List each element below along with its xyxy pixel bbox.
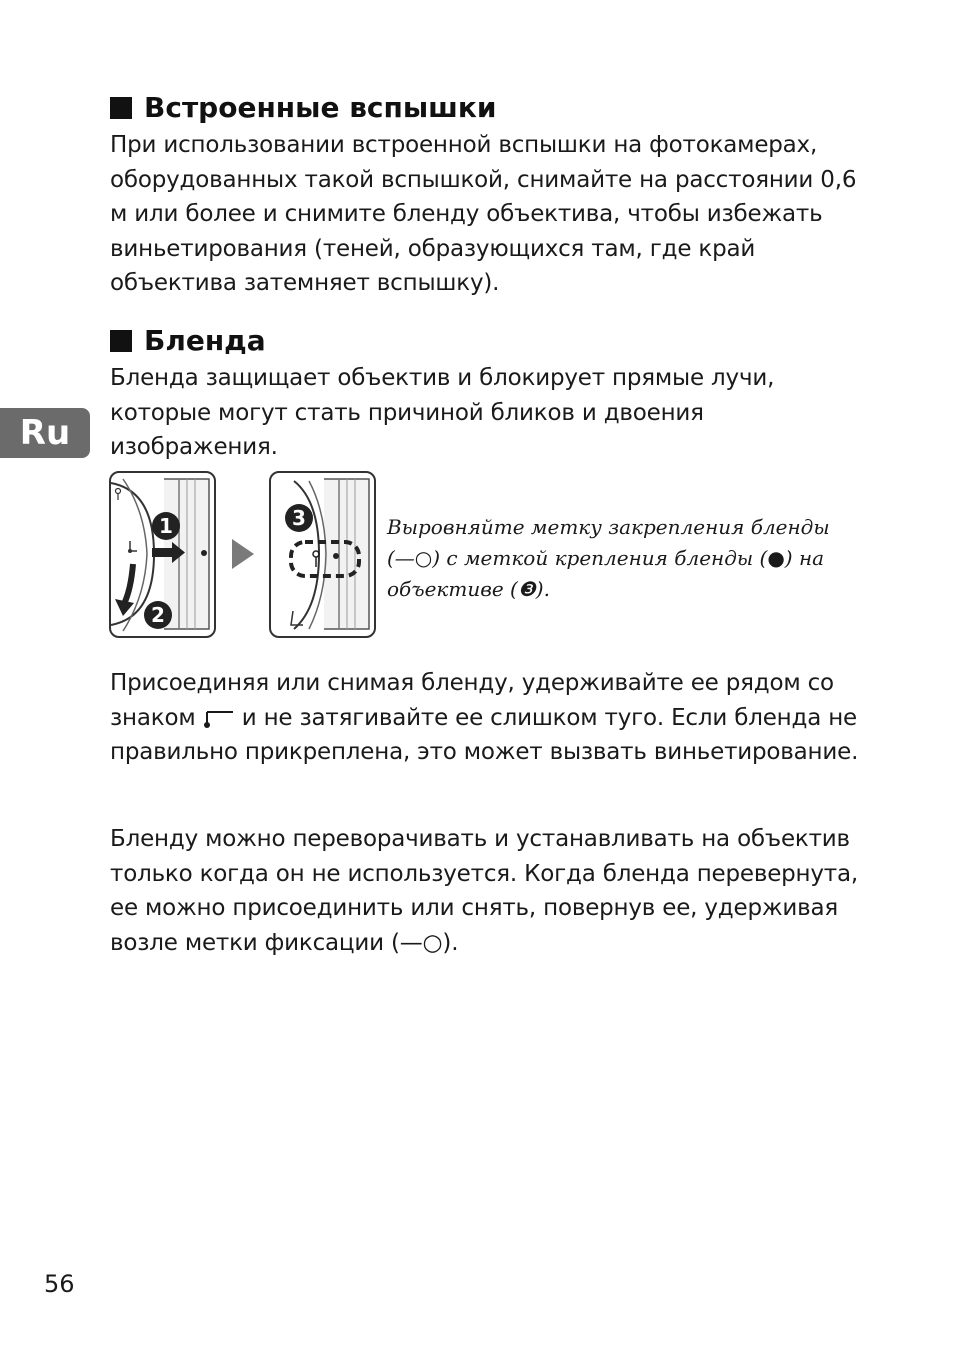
hood-attach-text-2: и не затягивайте ее слишком туго. Если бленда не правильно прикреплена, это может вызвать виньетирование. bbox=[110, 704, 859, 766]
hood-mount-symbol-icon bbox=[203, 706, 235, 730]
square-bullet-icon bbox=[110, 97, 132, 119]
hood-attach-illustration-2 bbox=[269, 471, 377, 639]
hood-reverse-paragraph: Бленду можно переворачивать и устанавливать на объектив только когда он не используется. Когда бленда перевернута, ее можно присоединить или снять, повернув ее, удерживая возле метки фиксации (—○). bbox=[110, 826, 858, 956]
hood-attach-illustration-1 bbox=[109, 471, 217, 639]
built-in-flash-paragraph: При использовании встроенной вспышки на фотокамерах, оборудованных такой вспышкой, снимайте на расстоянии 0,6 м или более и снимите бленду объектива, чтобы избежать виньетирования (теней, образующихся там, где край объектива затемняет вспышку). bbox=[110, 132, 857, 297]
svg-text:3: 3 bbox=[292, 506, 306, 530]
svg-text:1: 1 bbox=[159, 514, 173, 538]
square-bullet-icon bbox=[110, 330, 132, 352]
hood-attach-text-1: Присоединяя или снимая бленду, удерживайте ее рядом со знаком bbox=[110, 670, 834, 731]
heading-built-in-flash bbox=[110, 91, 497, 125]
heading-lens-hood bbox=[110, 324, 266, 358]
hood-attach-paragraph bbox=[110, 666, 870, 770]
lens-hood-paragraph: Бленда защищает объектив и блокирует прямые лучи, которые могут стать причиной бликов и двоения изображения. bbox=[110, 365, 775, 461]
heading-built-in-flash-text: Встроенные вспышки bbox=[144, 91, 497, 124]
language-tab: Ru bbox=[0, 408, 90, 458]
figure-caption: Выровняйте метку закрепления бленды (—○) с меткой крепления бленды (●) на объективе (❸). bbox=[387, 515, 830, 601]
page-number: 56 bbox=[44, 1270, 75, 1298]
triangle-right-icon bbox=[230, 538, 256, 570]
heading-lens-hood-text: Бленда bbox=[144, 324, 266, 357]
svg-text:2: 2 bbox=[151, 603, 165, 627]
